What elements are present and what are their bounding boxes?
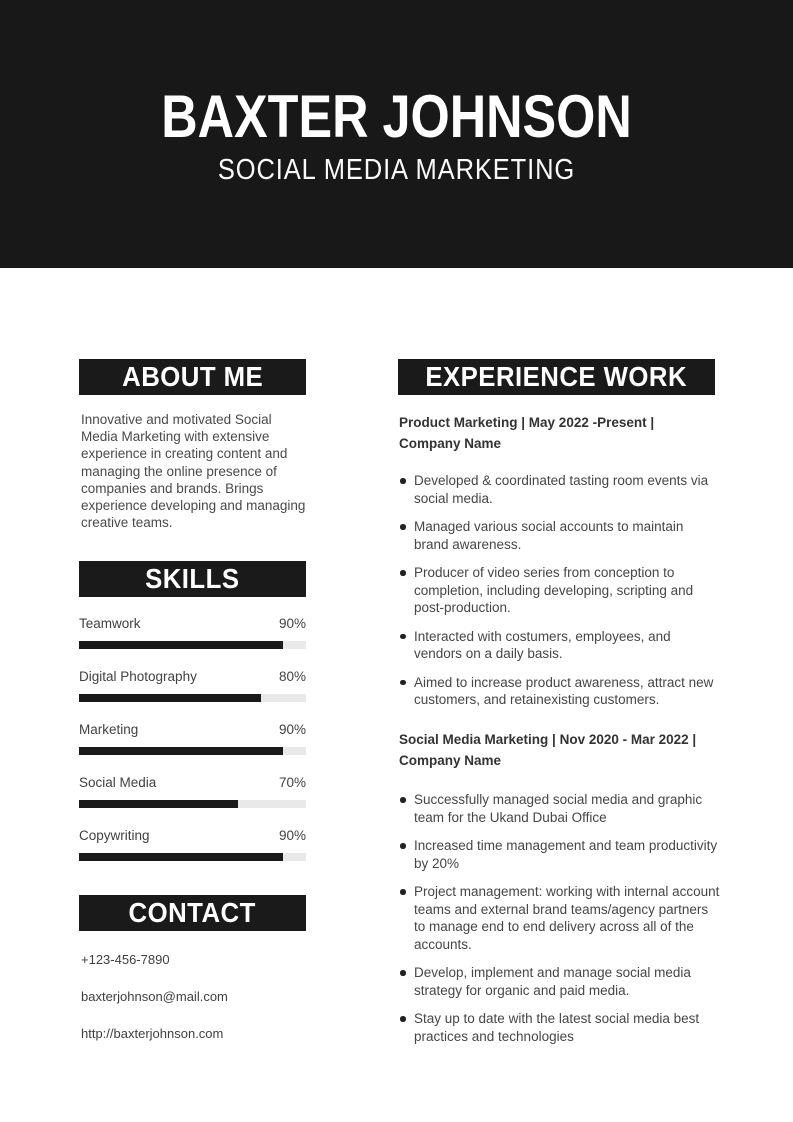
contact-website: http://baxterjohnson.com xyxy=(81,1026,224,1041)
bullet-icon xyxy=(400,843,406,849)
job-bullet xyxy=(399,791,720,826)
skill-row xyxy=(79,827,306,861)
skill-bar-fill xyxy=(79,641,283,649)
bullet-text: Develop, implement and manage social media strategy for organic and paid media. xyxy=(414,965,691,998)
job-bullet xyxy=(399,837,720,872)
job-bullet xyxy=(399,564,720,617)
skill-bar-track xyxy=(79,641,306,649)
bullet-icon xyxy=(400,970,406,976)
bullet-icon xyxy=(400,797,406,803)
bullet-text: Interacted with costumers, employees, and vendors on a daily basis. xyxy=(414,628,671,661)
job-title-line1: Social Media Marketing | Nov 2020 - Mar 2022 | xyxy=(399,732,697,747)
skill-bar-fill xyxy=(79,800,238,808)
job-bullet xyxy=(399,1010,720,1045)
job-title-line2: Company Name xyxy=(399,753,502,768)
skill-row xyxy=(79,774,306,808)
skill-bar-fill xyxy=(79,853,283,861)
job-bullet-list xyxy=(399,791,720,1056)
experience-section-header xyxy=(398,359,715,395)
skill-bar-fill xyxy=(79,747,283,755)
header-band xyxy=(0,0,793,268)
job-title-line2: Company Name xyxy=(399,436,502,451)
bullet-icon xyxy=(400,1016,406,1022)
bullet-icon xyxy=(400,680,406,686)
about-section-header xyxy=(79,359,306,395)
bullet-icon xyxy=(400,524,406,530)
contact-phone: +123-456-7890 xyxy=(81,952,170,967)
skill-percent: 80% xyxy=(278,669,306,684)
skills-section-header xyxy=(79,561,306,597)
skill-label: Copywriting xyxy=(79,828,150,843)
job-bullet xyxy=(399,518,720,553)
skill-bar-fill xyxy=(79,694,261,702)
skill-row xyxy=(79,615,306,649)
skill-percent: 90% xyxy=(278,828,306,843)
job-bullet xyxy=(399,628,720,663)
contact-section-header xyxy=(79,895,306,931)
skill-label: Teamwork xyxy=(79,616,141,631)
job-bullet xyxy=(399,964,720,999)
bullet-text: Project management: working with internal account teams and external brand teams/agency partners to manage end to end delivery across all of the accounts. xyxy=(414,884,720,952)
skills-list xyxy=(79,615,306,880)
contact-heading-label: CONTACT xyxy=(128,897,257,928)
job-title xyxy=(399,412,716,454)
person-job-title: SOCIAL MEDIA MARKETING xyxy=(217,154,576,186)
bullet-text: Aimed to increase product awareness, attract new customers, and retainexisting customers. xyxy=(414,674,714,707)
job-bullet xyxy=(399,883,720,953)
bullet-text: Producer of video series from conception to completion, including developing, scripting and post-production. xyxy=(414,565,694,615)
bullet-icon xyxy=(400,570,406,576)
bullet-icon xyxy=(400,634,406,640)
about-text: Innovative and motivated Social Media Marketing with extensive experience in creating content and managing the online presence of companies and brands. Brings experience developing and managing creative teams. xyxy=(81,412,306,531)
skill-bar-track xyxy=(79,747,306,755)
bullet-text: Managed various social accounts to maintain brand awareness. xyxy=(414,519,684,552)
bullet-icon xyxy=(400,889,406,895)
job-title xyxy=(399,729,716,771)
job-title-line1: Product Marketing | May 2022 -Present | xyxy=(399,415,655,430)
person-name: BAXTER JOHNSON xyxy=(161,83,632,150)
about-heading-label: ABOUT ME xyxy=(121,361,264,392)
skill-row xyxy=(79,721,306,755)
job-bullet xyxy=(399,674,720,709)
skills-heading-label: SKILLS xyxy=(145,563,240,594)
skill-label: Digital Photography xyxy=(79,669,197,684)
skill-percent: 90% xyxy=(278,616,306,631)
bullet-text: Developed & coordinated tasting room events via social media. xyxy=(414,473,709,506)
experience-heading-label: EXPERIENCE WORK xyxy=(425,361,688,392)
job-bullet xyxy=(399,472,720,507)
skill-bar-track xyxy=(79,853,306,861)
job-bullet-list xyxy=(399,472,720,720)
skill-percent: 70% xyxy=(278,775,306,790)
skill-bar-track xyxy=(79,800,306,808)
contact-email: baxterjohnson@mail.com xyxy=(81,989,228,1004)
skill-label: Marketing xyxy=(79,722,139,737)
skill-row xyxy=(79,668,306,702)
contact-list xyxy=(81,951,308,1062)
bullet-text: Stay up to date with the latest social media best practices and technologies xyxy=(414,1011,700,1044)
skill-bar-track xyxy=(79,694,306,702)
skill-percent: 90% xyxy=(278,722,306,737)
bullet-text: Successfully managed social media and graphic team for the Ukand Dubai Office xyxy=(414,792,703,825)
bullet-icon xyxy=(400,478,406,484)
bullet-text: Increased time management and team productivity by 20% xyxy=(414,838,718,871)
skill-label: Social Media xyxy=(79,775,157,790)
